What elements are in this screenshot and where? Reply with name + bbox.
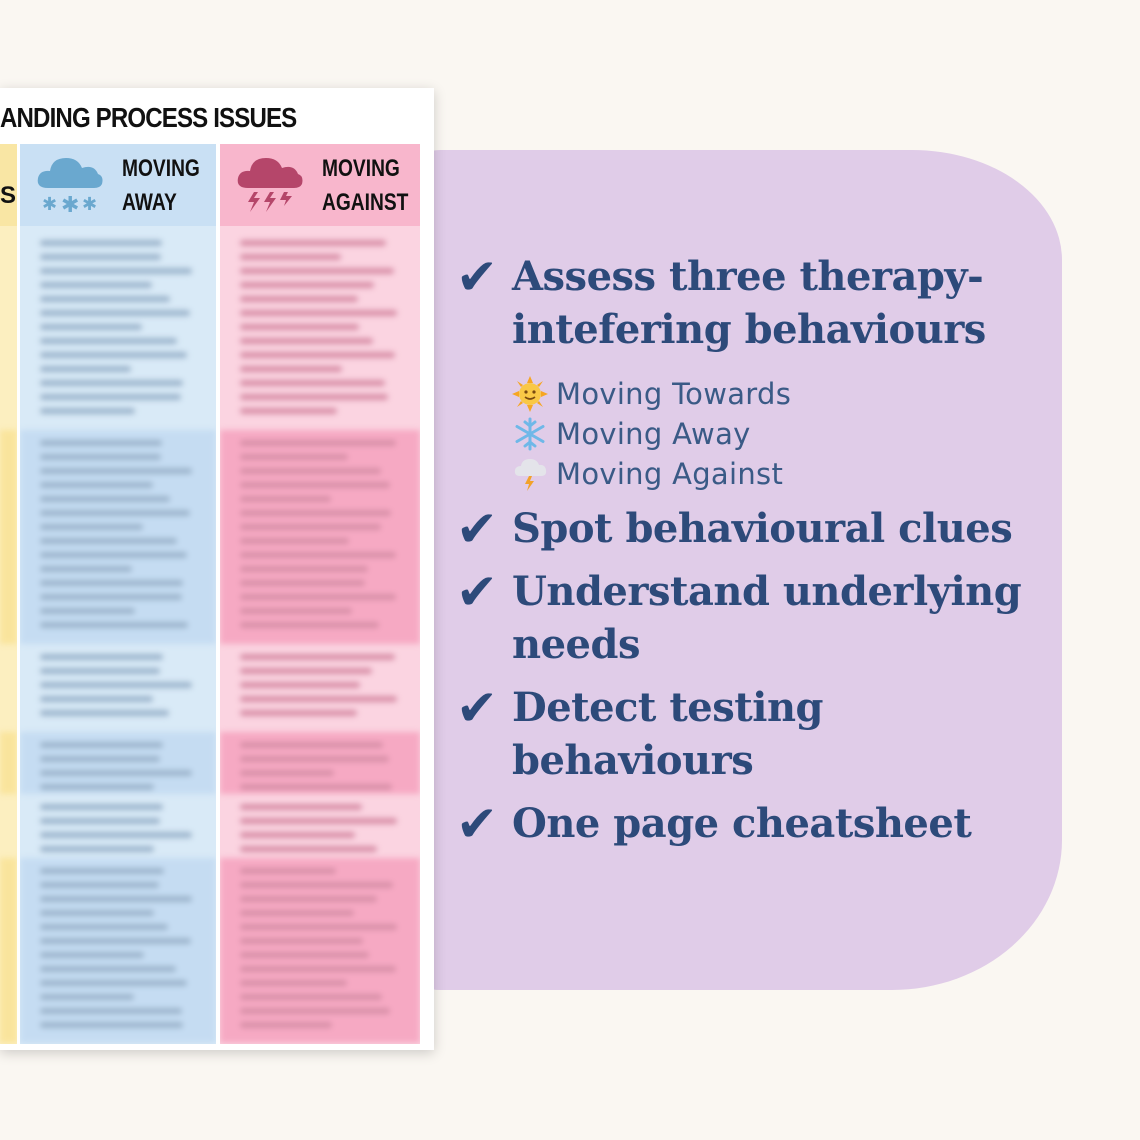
blurred-text-line: [240, 896, 377, 902]
table-band: [0, 858, 17, 1043]
cheatsheet-preview: [0, 88, 434, 1050]
check-icon: ✔: [456, 500, 498, 558]
feature-text: Detect testing behaviours: [512, 684, 823, 784]
column-body-blurred: [0, 230, 17, 1044]
blurred-text-line: [240, 846, 377, 852]
blurred-text-line: [40, 1008, 182, 1014]
svg-text:✱: ✱: [82, 194, 98, 214]
blurred-text-line: [240, 394, 388, 400]
column-moving-against: [220, 144, 420, 1044]
blurred-text-line: [240, 296, 358, 302]
blurred-text-line: [40, 440, 162, 446]
blurred-text-line: [40, 324, 142, 330]
blurred-text-line: [240, 482, 390, 488]
blurred-text-line: [240, 980, 347, 986]
column-body-blurred: [220, 230, 420, 1044]
blurred-text-line: [40, 380, 183, 386]
blurred-text-line: [40, 408, 135, 414]
blurred-text-line: [40, 394, 181, 400]
blurred-text-line: [240, 1022, 332, 1028]
blurred-text-line: [40, 454, 161, 460]
blurred-text-line: [40, 580, 183, 586]
blurred-text-line: [40, 696, 153, 702]
column-moving-towards: [0, 144, 17, 1044]
blurred-text-line: [240, 756, 389, 762]
column-heading-moving-away: MOVING AWAY: [122, 155, 200, 216]
feature-text: Understand underlying needs: [512, 568, 1022, 668]
svg-text:✱: ✱: [42, 194, 58, 214]
blurred-text-line: [40, 654, 163, 660]
blurred-text-line: [240, 804, 362, 810]
blurred-text-line: [240, 1008, 390, 1014]
feature-item: [456, 795, 1046, 853]
blurred-text-line: [240, 832, 355, 838]
table-band: [20, 230, 216, 430]
blurred-text-line: [240, 496, 331, 502]
table-band: [0, 230, 17, 430]
blurred-text-line: [240, 966, 396, 972]
blurred-text-line: [240, 468, 381, 474]
blurred-text-line: [240, 240, 386, 246]
blurred-text-line: [40, 924, 168, 930]
sheet-title: ANDING PROCESS ISSUES: [0, 102, 297, 133]
snowflake-icon: [512, 416, 556, 452]
blurred-text-line: [240, 868, 336, 874]
blurred-text-line: [40, 482, 153, 488]
blurred-text-line: [40, 468, 192, 474]
feature-list: [456, 248, 1046, 853]
blurred-text-line: [40, 682, 192, 688]
behaviour-label: Moving Towards: [556, 377, 792, 411]
blurred-text-line: [40, 254, 161, 260]
blurred-text-line: [240, 268, 394, 274]
blurred-text-line: [240, 784, 392, 790]
behaviour-list: [512, 374, 1046, 494]
blurred-text-line: [40, 496, 170, 502]
blurred-text-line: [240, 408, 337, 414]
check-icon: ✔: [456, 795, 498, 853]
blurred-text-line: [240, 994, 382, 1000]
blurred-text-line: [240, 608, 352, 614]
blurred-text-line: [240, 938, 363, 944]
table-band: [0, 644, 17, 732]
blurred-text-line: [240, 952, 369, 958]
blurred-text-line: [40, 818, 160, 824]
blurred-text-line: [240, 818, 397, 824]
check-icon: ✔: [456, 563, 498, 621]
blurred-text-line: [40, 282, 152, 288]
blurred-text-line: [40, 268, 192, 274]
blurred-text-line: [40, 952, 144, 958]
blurred-text-line: [240, 882, 393, 888]
blurred-text-line: [240, 352, 395, 358]
blurred-text-line: [40, 1022, 183, 1028]
snow-cloud-icon: [34, 152, 106, 214]
blurred-text-line: [240, 742, 383, 748]
blurred-text-line: [240, 566, 368, 572]
blurred-text-line: [240, 710, 357, 716]
feature-item: [456, 565, 1046, 671]
blurred-text-line: [240, 310, 397, 316]
blurred-text-line: [240, 552, 396, 558]
blurred-text-line: [40, 524, 143, 530]
blurred-text-line: [40, 240, 162, 246]
blurred-text-line: [240, 254, 341, 260]
blurred-text-line: [40, 296, 170, 302]
blurred-text-line: [40, 338, 177, 344]
blurred-text-line: [40, 566, 132, 572]
feature-text: Spot behavioural clues: [512, 505, 1013, 552]
blurred-text-line: [40, 882, 159, 888]
column-body-blurred: [20, 230, 216, 1044]
blurred-text-line: [40, 980, 187, 986]
blurred-text-line: [40, 608, 135, 614]
table-band: [220, 230, 420, 430]
behaviour-item: [512, 454, 1046, 494]
feature-item: [456, 250, 1046, 356]
table-band: [0, 430, 17, 644]
blurred-text-line: [40, 310, 190, 316]
blurred-text-line: [240, 380, 385, 386]
blurred-text-line: [40, 868, 164, 874]
blurred-text-line: [40, 938, 191, 944]
blurred-text-line: [240, 510, 391, 516]
behaviour-item: [512, 374, 1046, 414]
blurred-text-line: [240, 594, 396, 600]
table-band: [0, 732, 17, 794]
column-heading-fragment: S: [0, 182, 17, 209]
table-band: [0, 794, 17, 858]
blurred-text-line: [40, 966, 176, 972]
blurred-text-line: [40, 552, 187, 558]
blurred-text-line: [40, 594, 182, 600]
column-heading-moving-against: MOVING AGAINST: [322, 155, 409, 216]
feature-item: [456, 500, 1046, 558]
blurred-text-line: [40, 846, 154, 852]
blurred-text-line: [40, 832, 192, 838]
blurred-text-line: [240, 622, 379, 628]
blurred-text-line: [40, 710, 169, 716]
blurred-text-line: [240, 538, 349, 544]
blurred-text-line: [40, 622, 188, 628]
feature-text: One page cheatsheet: [512, 800, 972, 847]
blurred-text-line: [240, 454, 348, 460]
blurred-text-line: [40, 994, 134, 1000]
feature-text: Assess three therapy-intefering behaviours: [512, 253, 986, 353]
blurred-text-line: [40, 804, 163, 810]
blurred-text-line: [40, 742, 163, 748]
blurred-text-line: [40, 910, 154, 916]
blurred-text-line: [40, 510, 190, 516]
blurred-text-line: [40, 896, 192, 902]
behaviour-label: Moving Against: [556, 457, 784, 491]
blurred-text-line: [40, 784, 154, 790]
blurred-text-line: [40, 668, 160, 674]
behaviour-label: Moving Away: [556, 417, 751, 451]
blurred-text-line: [40, 770, 192, 776]
blurred-text-line: [40, 352, 187, 358]
check-icon: ✔: [456, 248, 498, 306]
feature-item: [456, 681, 1046, 787]
blurred-text-line: [240, 696, 397, 702]
sun-icon: [512, 376, 556, 412]
blurred-text-line: [240, 654, 395, 660]
blurred-text-line: [240, 924, 397, 930]
blurred-text-line: [240, 668, 372, 674]
blurred-text-line: [240, 440, 396, 446]
storm-cloud-icon: [512, 456, 556, 492]
blurred-text-line: [40, 366, 131, 372]
blurred-text-line: [240, 366, 342, 372]
blurred-text-line: [240, 524, 381, 530]
blurred-text-line: [240, 338, 373, 344]
svg-text:✱: ✱: [61, 193, 80, 214]
blurred-text-line: [40, 756, 160, 762]
column-moving-away: [20, 144, 216, 1044]
blurred-text-line: [240, 770, 334, 776]
blurred-text-line: [240, 910, 354, 916]
blurred-text-line: [240, 580, 365, 586]
blurred-text-line: [240, 324, 359, 330]
blurred-text-line: [40, 538, 177, 544]
behaviour-item: [512, 414, 1046, 454]
storm-cloud-icon: [234, 152, 306, 214]
check-icon: ✔: [456, 679, 498, 737]
blurred-text-line: [240, 682, 360, 688]
blurred-text-line: [240, 282, 374, 288]
